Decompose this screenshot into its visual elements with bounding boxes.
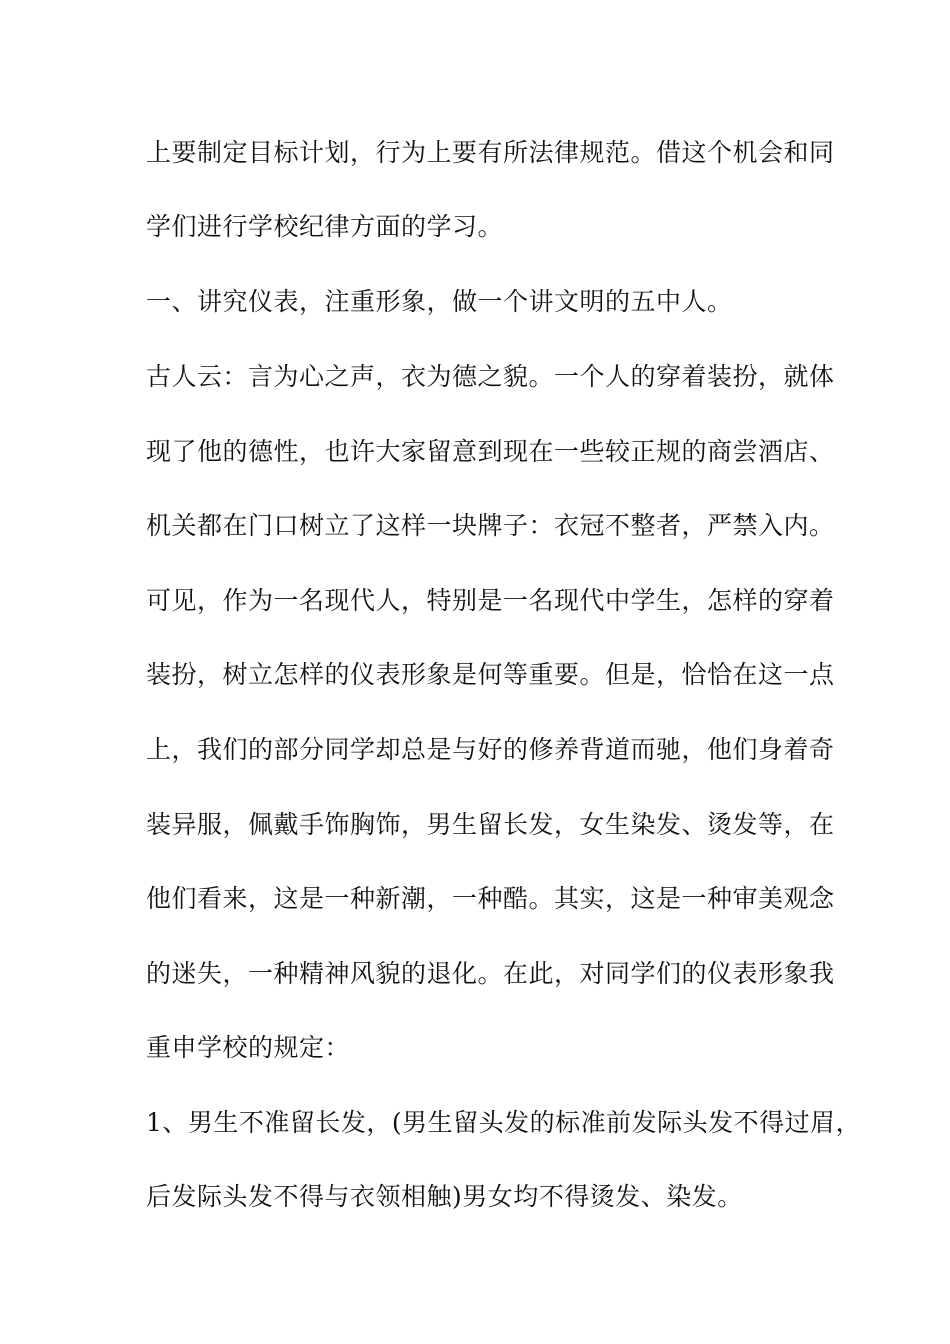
text-line: 重申学校的规定： [146, 1033, 351, 1062]
text-line: 可见，作为一名现代人，特别是一名现代中学生，怎样的穿着 [146, 586, 835, 615]
text-line: 装异服，佩戴手饰胸饰，男生留长发，女生染发、烫发等，在 [146, 810, 835, 839]
section-heading: 一、讲究仪表，注重形象，做一个讲文明的五中人。 [146, 287, 733, 316]
text-line: 机关都在门口树立了这样一块牌子：衣冠不整者，严禁入内。 [146, 511, 835, 540]
text-line: 古人云：言为心之声，衣为德之貌。一个人的穿着装扮，就体 [146, 362, 835, 391]
text-line: 学们进行学校纪律方面的学习。 [146, 212, 504, 241]
text-line: 上，我们的部分同学却总是与好的修养背道而驰，他们身着奇 [146, 735, 835, 764]
list-item-continuation: 后发际头发不得与衣领相触)男女均不得烫发、染发。 [146, 1182, 743, 1211]
text-line: 现了他的德性，也许大家留意到现在一些较正规的商尝酒店、 [146, 437, 835, 466]
text-line: 他们看来，这是一种新潮，一种酷。其实，这是一种审美观念 [146, 884, 835, 913]
text-line: 上要制定目标计划，行为上要有所法律规范。借这个机会和同 [146, 138, 835, 167]
text-line: 装扮，树立怎样的仪表形象是何等重要。但是，恰恰在这一点 [146, 660, 835, 689]
list-item: 1、男生不准留长发，(男生留头发的标准前发际头发不得过眉， [146, 1108, 862, 1137]
text-line: 的迷失，一种精神风貌的退化。在此，对同学们的仪表形象我 [146, 959, 835, 988]
